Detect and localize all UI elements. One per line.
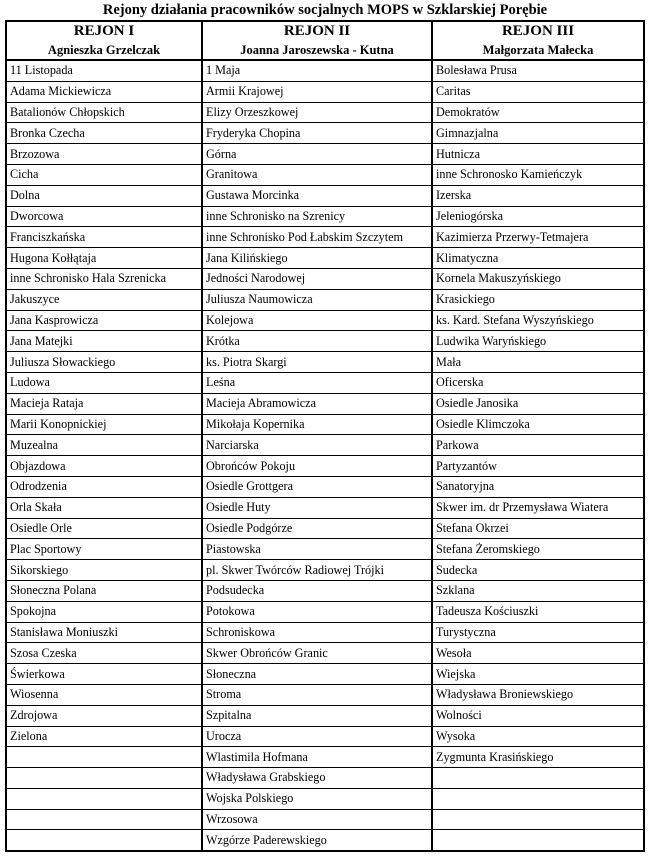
region-1-street-cell: Hugona Kołłątaja: [6, 248, 202, 269]
table-row: [6, 372, 644, 393]
region-2-street-cell: Jana Kilińskiego: [202, 248, 432, 269]
region-1-street-cell: Jana Matejki: [6, 331, 202, 352]
table-row: [6, 164, 644, 185]
region-3-street-cell: Tadeusza Kościuszki: [432, 601, 644, 622]
region-1-street-cell: Świerkowa: [6, 664, 202, 685]
region-3-street-cell: Wysoka: [432, 726, 644, 747]
region-2-street-cell: Słoneczna: [202, 664, 432, 685]
region-3-street-cell: Demokratów: [432, 102, 644, 123]
region-2-street-cell: Podsudecka: [202, 580, 432, 601]
table-row: [6, 747, 644, 768]
region-1-street-cell: Dworcowa: [6, 206, 202, 227]
region-2-street-cell: Krótka: [202, 331, 432, 352]
region-3-worker: Małgorzata Małecka: [432, 41, 644, 60]
region-1-street-cell: Dolna: [6, 185, 202, 206]
table-row: [6, 414, 644, 435]
table-row: [6, 102, 644, 123]
region-3-street-cell: Wiejska: [432, 664, 644, 685]
region-2-street-cell: Wlastimila Hofmana: [202, 747, 432, 768]
region-2-street-cell: Szpitalna: [202, 705, 432, 726]
region-2-street-cell: inne Schronisko Pod Łabskim Szczytem: [202, 227, 432, 248]
table-row: [6, 726, 644, 747]
region-2-street-cell: Wzgórze Paderewskiego: [202, 830, 432, 851]
region-1-street-cell: Sikorskiego: [6, 560, 202, 581]
region-3-street-cell: Caritas: [432, 81, 644, 102]
table-row: [6, 310, 644, 331]
region-3-street-cell: Mała: [432, 352, 644, 373]
region-1-street-cell: Jana Kasprowicza: [6, 310, 202, 331]
region-3-street-cell: [432, 768, 644, 789]
table-row: [6, 705, 644, 726]
region-1-street-cell: Zielona: [6, 726, 202, 747]
region-1-street-cell: Juliusza Słowackiego: [6, 352, 202, 373]
region-3-street-cell: [432, 788, 644, 809]
region-3-street-cell: Skwer im. dr Przemysława Wiatera: [432, 497, 644, 518]
table-row: [6, 144, 644, 165]
table-row: [6, 643, 644, 664]
region-1-street-cell: Cicha: [6, 164, 202, 185]
region-1-street-cell: [6, 747, 202, 768]
region-3-street-cell: ks. Kard. Stefana Wyszyńskiego: [432, 310, 644, 331]
region-2-street-cell: Skwer Obrońców Granic: [202, 643, 432, 664]
region-1-street-cell: Marii Konopnickiej: [6, 414, 202, 435]
region-2-street-cell: Leśna: [202, 372, 432, 393]
region-2-street-cell: Piastowska: [202, 539, 432, 560]
table-row: [6, 476, 644, 497]
region-1-street-cell: Jakuszyce: [6, 289, 202, 310]
table-row: [6, 601, 644, 622]
region-2-street-cell: Osiedle Podgórze: [202, 518, 432, 539]
region-1-street-cell: Wiosenna: [6, 684, 202, 705]
table-row: [6, 788, 644, 809]
region-3-street-cell: Izerska: [432, 185, 644, 206]
region-1-street-cell: Ludowa: [6, 372, 202, 393]
region-3-street-cell: inne Schronosko Kamieńczyk: [432, 164, 644, 185]
region-3-street-cell: Kornela Makuszyńskiego: [432, 268, 644, 289]
region-1-street-cell: inne Schronisko Hala Szrenicka: [6, 268, 202, 289]
region-3-street-cell: Partyzantów: [432, 456, 644, 477]
region-3-street-cell: Hutnicza: [432, 144, 644, 165]
region-2-street-cell: pl. Skwer Twórców Radiowej Trójki: [202, 560, 432, 581]
table-row: [6, 539, 644, 560]
region-3-street-cell: Krasickiego: [432, 289, 644, 310]
region-3-street-cell: Oficerska: [432, 372, 644, 393]
region-2-street-cell: Osiedle Grottgera: [202, 476, 432, 497]
region-2-street-cell: Potokowa: [202, 601, 432, 622]
region-3-street-cell: Osiedle Janosika: [432, 393, 644, 414]
table-row: [6, 206, 644, 227]
table-row: [6, 268, 644, 289]
region-2-street-cell: Fryderyka Chopina: [202, 123, 432, 144]
regions-table: [5, 20, 645, 852]
region-3-street-cell: Sanatoryjna: [432, 476, 644, 497]
region-3-street-cell: Osiedle Klimczoka: [432, 414, 644, 435]
table-row: [6, 580, 644, 601]
region-3-street-cell: Bolesława Prusa: [432, 60, 644, 81]
region-1-street-cell: Szosa Czeska: [6, 643, 202, 664]
region-2-street-cell: Władysława Grabskiego: [202, 768, 432, 789]
region-2-street-cell: Narciarska: [202, 435, 432, 456]
region-1-street-cell: Brzozowa: [6, 144, 202, 165]
table-row: [6, 81, 644, 102]
region-3-street-cell: Władysława Broniewskiego: [432, 684, 644, 705]
region-2-street-cell: Elizy Orzeszkowej: [202, 102, 432, 123]
region-3-street-cell: Parkowa: [432, 435, 644, 456]
table-row: [6, 289, 644, 310]
table-row: [6, 684, 644, 705]
region-1-name: REJON I: [6, 21, 202, 41]
region-1-street-cell: Osiedle Orle: [6, 518, 202, 539]
region-2-street-cell: 1 Maja: [202, 60, 432, 81]
region-2-street-cell: Obrońców Pokoju: [202, 456, 432, 477]
region-2-street-cell: Macieja Abramowicza: [202, 393, 432, 414]
region-3-street-cell: Jeleniogórska: [432, 206, 644, 227]
region-2-name: REJON II: [202, 21, 432, 41]
region-1-street-cell: Spokojna: [6, 601, 202, 622]
region-2-street-cell: Mikołaja Kopernika: [202, 414, 432, 435]
region-3-street-cell: [432, 809, 644, 830]
table-row: [6, 497, 644, 518]
region-2-street-cell: Armii Krajowej: [202, 81, 432, 102]
table-row: [6, 622, 644, 643]
region-name-row: [6, 21, 644, 41]
table-row: [6, 435, 644, 456]
region-2-street-cell: Kolejowa: [202, 310, 432, 331]
region-3-street-cell: Kazimierza Przerwy-Tetmajera: [432, 227, 644, 248]
table-row: [6, 830, 644, 851]
region-2-street-cell: Granitowa: [202, 164, 432, 185]
worker-name-row: [6, 41, 644, 60]
region-1-street-cell: [6, 788, 202, 809]
table-row: [6, 60, 644, 81]
table-row: [6, 185, 644, 206]
region-3-street-cell: Stefana Okrzei: [432, 518, 644, 539]
region-1-street-cell: Orla Skała: [6, 497, 202, 518]
region-2-street-cell: Osiedle Huty: [202, 497, 432, 518]
table-row: [6, 518, 644, 539]
table-row: [6, 456, 644, 477]
region-3-street-cell: Zygmunta Krasińskiego: [432, 747, 644, 768]
page-title: Rejony działania pracowników socjalnych MOPS w Szklarskiej Porębie: [102, 2, 548, 18]
region-1-street-cell: Zdrojowa: [6, 705, 202, 726]
region-2-street-cell: Jedności Narodowej: [202, 268, 432, 289]
region-1-street-cell: Odrodzenia: [6, 476, 202, 497]
table-row: [6, 227, 644, 248]
table-row: [6, 248, 644, 269]
region-3-street-cell: Wolności: [432, 705, 644, 726]
region-2-street-cell: Wrzosowa: [202, 809, 432, 830]
region-3-street-cell: Sudecka: [432, 560, 644, 581]
region-1-street-cell: [6, 768, 202, 789]
region-2-street-cell: Wojska Polskiego: [202, 788, 432, 809]
region-1-worker: Agnieszka Grzelczak: [6, 41, 202, 60]
region-2-street-cell: Gustawa Morcinka: [202, 185, 432, 206]
region-3-street-cell: Ludwika Waryńskiego: [432, 331, 644, 352]
region-1-street-cell: Macieja Rataja: [6, 393, 202, 414]
region-1-street-cell: Objazdowa: [6, 456, 202, 477]
region-2-street-cell: Schroniskowa: [202, 622, 432, 643]
street-rows: [6, 60, 644, 851]
table-row: [6, 768, 644, 789]
table-row: [6, 123, 644, 144]
region-1-street-cell: Słoneczna Polana: [6, 580, 202, 601]
region-2-street-cell: ks. Piotra Skargi: [202, 352, 432, 373]
region-3-name: REJON III: [432, 21, 644, 41]
region-1-street-cell: [6, 830, 202, 851]
region-1-street-cell: Stanisława Moniuszki: [6, 622, 202, 643]
region-1-street-cell: [6, 809, 202, 830]
table-row: [6, 393, 644, 414]
region-2-street-cell: Urocza: [202, 726, 432, 747]
region-2-worker: Joanna Jaroszewska - Kutna: [202, 41, 432, 60]
region-3-street-cell: [432, 830, 644, 851]
region-3-street-cell: Klimatyczna: [432, 248, 644, 269]
region-3-street-cell: Gimnazjalna: [432, 123, 644, 144]
region-3-street-cell: Wesoła: [432, 643, 644, 664]
table-row: [6, 809, 644, 830]
region-1-street-cell: Muzealna: [6, 435, 202, 456]
region-2-street-cell: Stroma: [202, 684, 432, 705]
region-3-street-cell: Turystyczna: [432, 622, 644, 643]
region-2-street-cell: Górna: [202, 144, 432, 165]
table-row: [6, 331, 644, 352]
region-3-street-cell: Szklana: [432, 580, 644, 601]
region-3-street-cell: Stefana Żeromskiego: [432, 539, 644, 560]
region-1-street-cell: Plac Sportowy: [6, 539, 202, 560]
region-1-street-cell: Batalionów Chłopskich: [6, 102, 202, 123]
table-row: [6, 352, 644, 373]
region-1-street-cell: 11 Listopada: [6, 60, 202, 81]
region-2-street-cell: Juliusza Naumowicza: [202, 289, 432, 310]
table-row: [6, 560, 644, 581]
table-row: [6, 664, 644, 685]
region-1-street-cell: Adama Mickiewicza: [6, 81, 202, 102]
region-2-street-cell: inne Schronisko na Szrenicy: [202, 206, 432, 227]
region-1-street-cell: Bronka Czecha: [6, 123, 202, 144]
region-1-street-cell: Franciszkańska: [6, 227, 202, 248]
